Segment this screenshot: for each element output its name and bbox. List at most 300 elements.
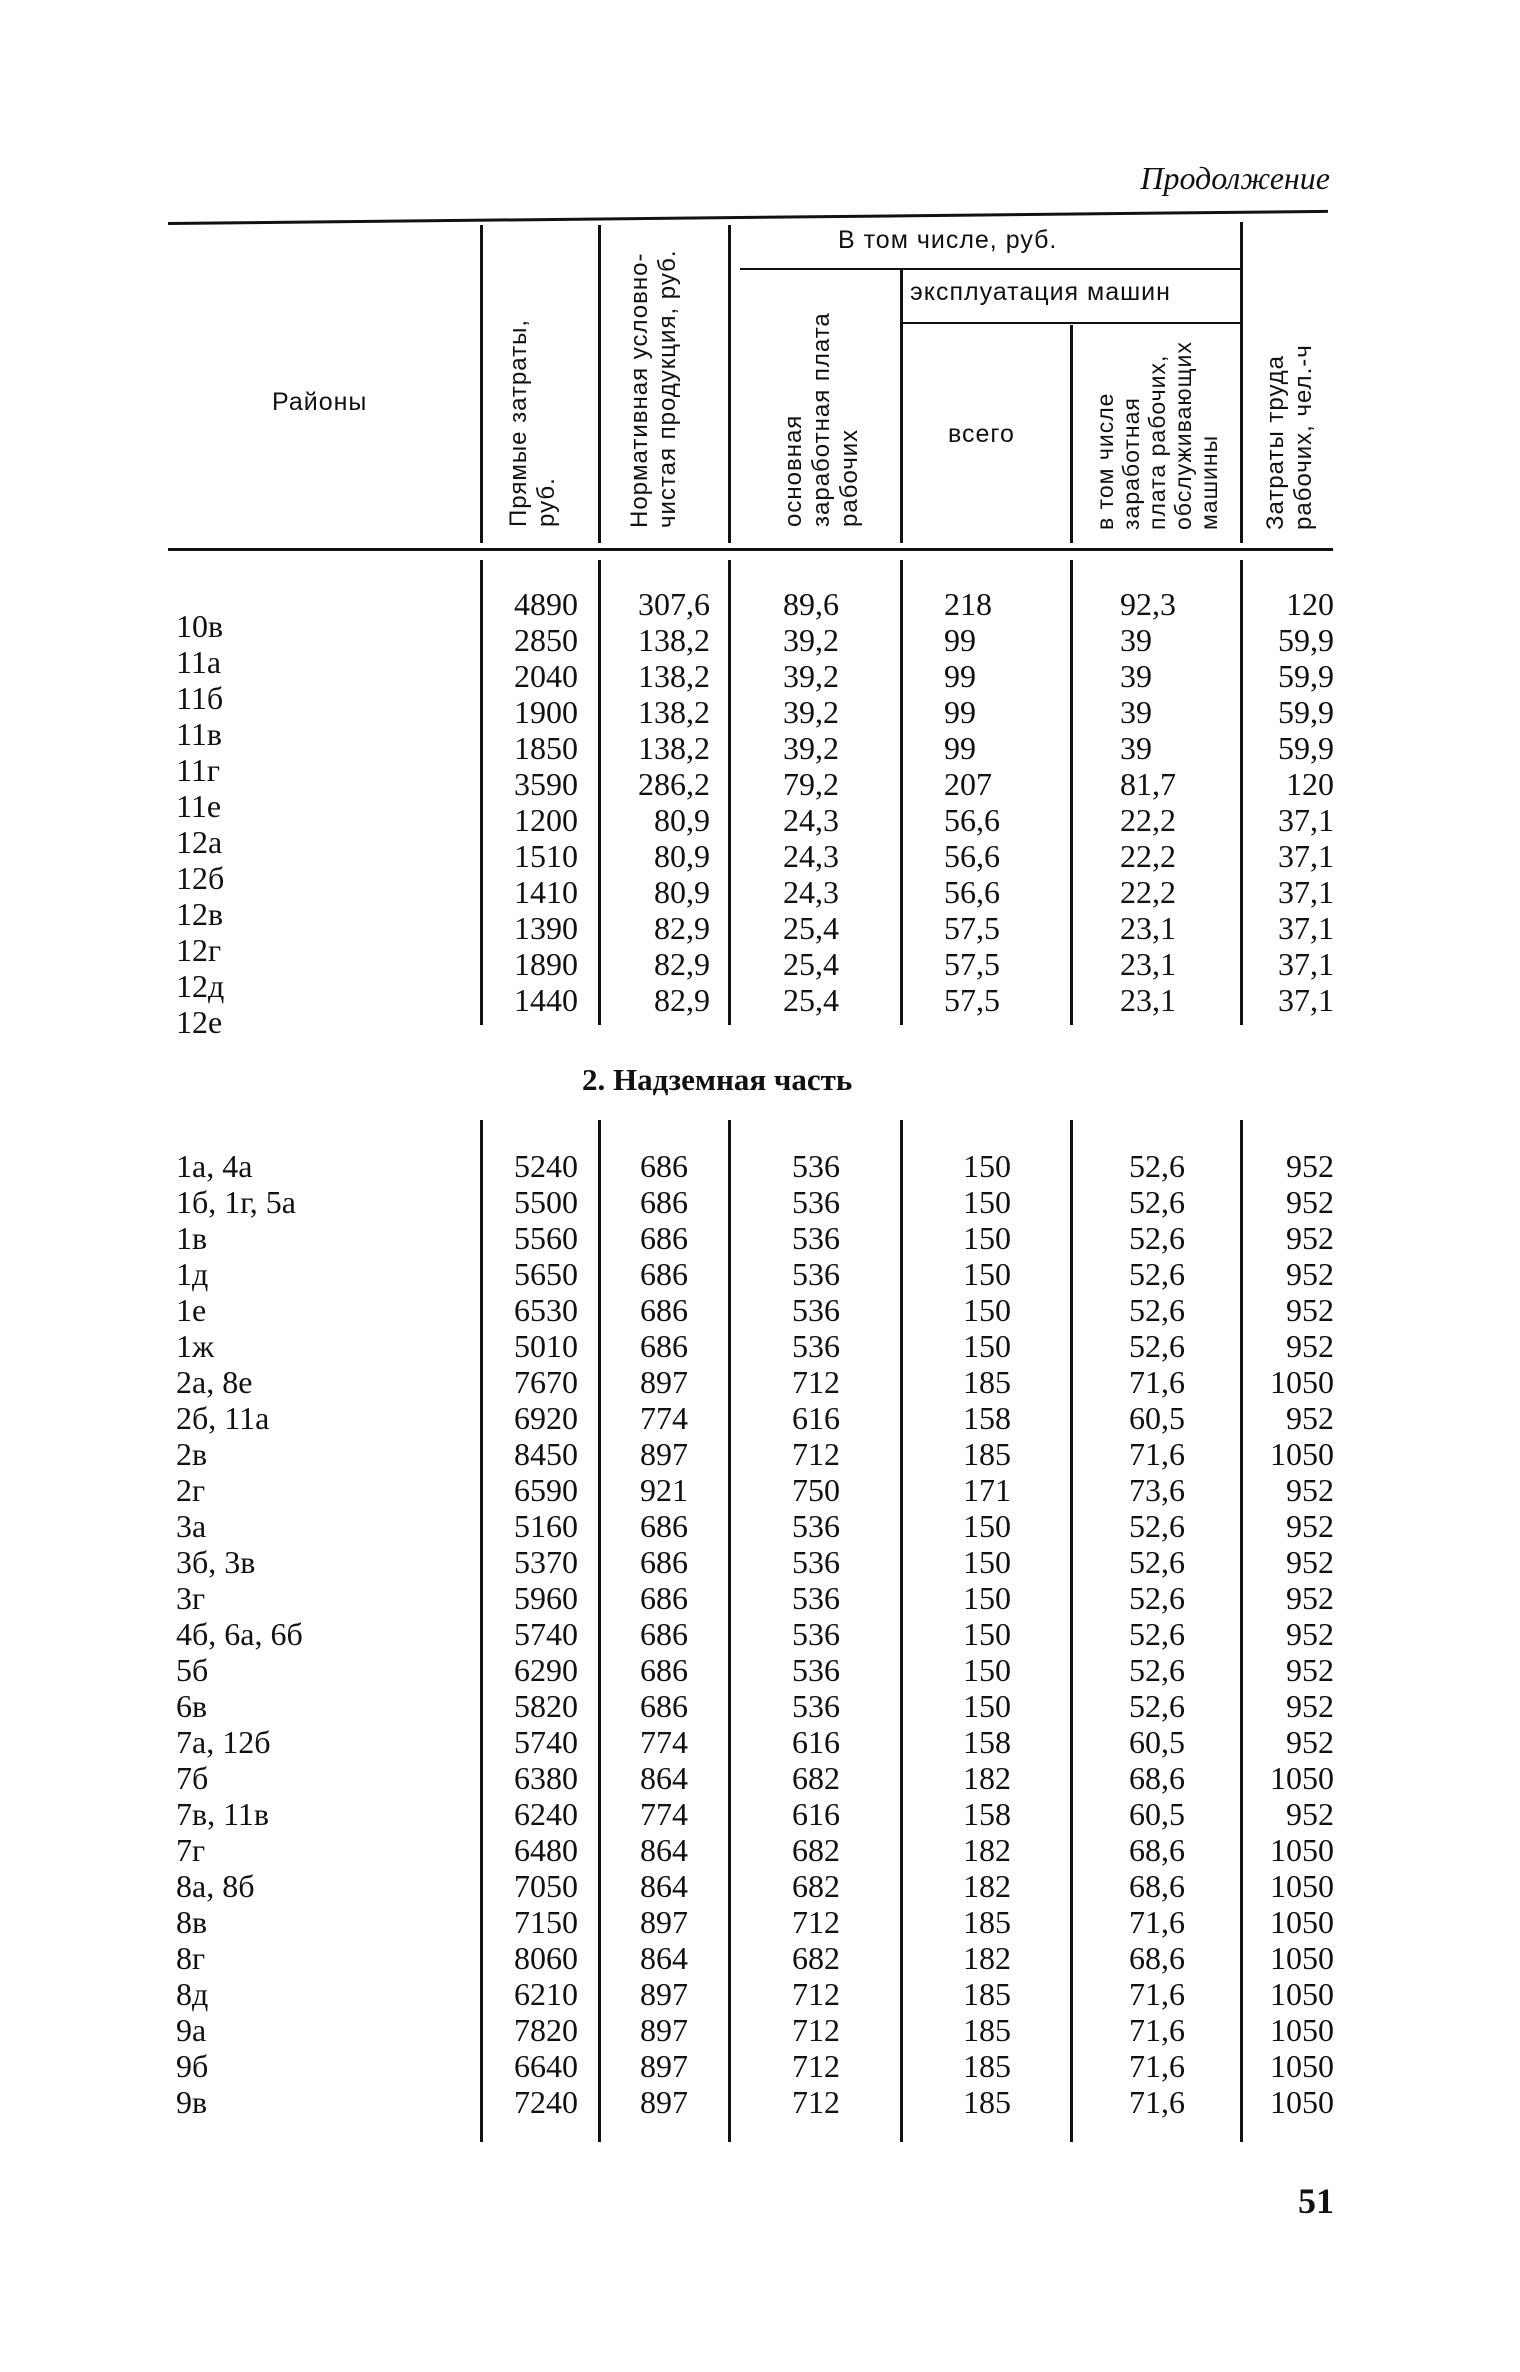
table2-districts-cell: 3а	[176, 1508, 207, 1544]
t2-direct-column	[486, 1148, 578, 2120]
table2-wage-cell: 536	[792, 1652, 840, 1688]
table1-incl_wage-cell: 39	[1120, 730, 1152, 766]
table1-total-cell: 57,5	[944, 946, 1000, 982]
table2-normative-cell: 864	[640, 1868, 688, 1904]
table2-districts-cell: 3б, 3в	[176, 1544, 256, 1580]
table2-total-cell: 150	[963, 1580, 1011, 1616]
table2-total-cell: 150	[963, 1652, 1011, 1688]
table1-direct-cell: 2040	[514, 658, 578, 694]
table2-wage-cell: 616	[792, 1724, 840, 1760]
t2-labor-column	[1246, 1148, 1334, 2120]
incl-subrule	[740, 268, 1240, 270]
table2-incl_wage-cell: 52,6	[1129, 1292, 1185, 1328]
table2-incl_wage-cell: 52,6	[1129, 1148, 1185, 1184]
table2-incl_wage-cell: 52,6	[1129, 1544, 1185, 1580]
table2-labor-cell: 1050	[1270, 2012, 1334, 2048]
table2-normative-cell: 686	[640, 1652, 688, 1688]
col-header-expl: эксплуатация машин	[910, 278, 1171, 306]
continuation-label: Продолжение	[1140, 160, 1330, 196]
table2-districts-cell: 1а, 4а	[176, 1148, 253, 1184]
table2-districts-cell: 1е	[176, 1292, 207, 1328]
table2-direct-cell: 6290	[514, 1652, 578, 1688]
table2-labor-cell: 952	[1286, 1148, 1334, 1184]
table2-wage-cell: 750	[792, 1472, 840, 1508]
table2-wage-cell: 536	[792, 1256, 840, 1292]
table1-labor-cell: 59,9	[1278, 694, 1334, 730]
table2-direct-cell: 8450	[514, 1436, 578, 1472]
t2-vline-3	[728, 1120, 731, 2142]
table2-districts-cell: 4б, 6а, 6б	[176, 1616, 303, 1652]
t1-vline-4	[900, 560, 903, 1025]
table2-incl_wage-cell: 52,6	[1129, 1616, 1185, 1652]
table2-districts-cell: 2г	[176, 1472, 206, 1508]
table1-direct-cell: 1850	[514, 730, 578, 766]
table1-districts-cell: 11е	[176, 788, 222, 824]
table1-normative-cell: 80,9	[654, 874, 710, 910]
table1-incl_wage-cell: 22,2	[1120, 874, 1176, 910]
table2-direct-cell: 5650	[514, 1256, 578, 1292]
table2-labor-cell: 952	[1286, 1328, 1334, 1364]
table2-normative-cell: 897	[640, 2048, 688, 2084]
table2-normative-cell: 864	[640, 1832, 688, 1868]
table1-direct-cell: 1440	[514, 982, 578, 1018]
table2-incl_wage-cell: 60,5	[1129, 1796, 1185, 1832]
table2-total-cell: 150	[963, 1256, 1011, 1292]
table2-normative-cell: 897	[640, 1904, 688, 1940]
table2-districts-cell: 1д	[176, 1256, 209, 1292]
table1-labor-cell: 37,1	[1278, 802, 1334, 838]
col-header-direct: Прямые затраты, руб.	[505, 319, 560, 527]
table2-direct-cell: 8060	[514, 1940, 578, 1976]
table2-incl_wage-cell: 71,6	[1129, 2048, 1185, 2084]
table2-labor-cell: 1050	[1270, 2048, 1334, 2084]
table2-total-cell: 182	[963, 1868, 1011, 1904]
table1-total-cell: 57,5	[944, 910, 1000, 946]
table2-labor-cell: 1050	[1270, 1976, 1334, 2012]
table2-incl_wage-cell: 68,6	[1129, 1940, 1185, 1976]
table1-labor-cell: 120	[1286, 586, 1334, 622]
table2-incl_wage-cell: 52,6	[1129, 1652, 1185, 1688]
table2-wage-cell: 682	[792, 1832, 840, 1868]
table1-districts-cell: 12а	[176, 824, 223, 860]
table2-direct-cell: 6590	[514, 1472, 578, 1508]
table1-districts-cell: 12б	[176, 860, 225, 896]
table2-districts-cell: 5б	[176, 1652, 209, 1688]
page-number: 51	[1298, 2181, 1334, 2221]
table2-total-cell: 185	[963, 2084, 1011, 2120]
table1-direct-cell: 1390	[514, 910, 578, 946]
table2-direct-cell: 5820	[514, 1688, 578, 1724]
table2-normative-cell: 686	[640, 1292, 688, 1328]
table1-normative-cell: 138,2	[638, 622, 710, 658]
t1-districts-column	[176, 608, 466, 1040]
table2-wage-cell: 536	[792, 1580, 840, 1616]
table1-wage-cell: 39,2	[783, 658, 839, 694]
t2-vline-6	[1240, 1120, 1243, 2142]
section-title: 2. Надземная часть	[582, 1062, 853, 1097]
table2-direct-cell: 6480	[514, 1832, 578, 1868]
table1-incl_wage-cell: 92,3	[1120, 586, 1176, 622]
table2-labor-cell: 952	[1286, 1220, 1334, 1256]
table2-districts-cell: 6в	[176, 1688, 208, 1724]
table2-direct-cell: 7150	[514, 1904, 578, 1940]
table1-incl_wage-cell: 23,1	[1120, 910, 1176, 946]
table2-wage-cell: 536	[792, 1544, 840, 1580]
table1-wage-cell: 25,4	[783, 946, 839, 982]
table2-incl_wage-cell: 71,6	[1129, 2012, 1185, 2048]
table2-total-cell: 182	[963, 1940, 1011, 1976]
table1-total-cell: 56,6	[944, 838, 1000, 874]
table1-total-cell: 99	[944, 622, 976, 658]
table2-incl_wage-cell: 71,6	[1129, 1976, 1185, 2012]
table2-labor-cell: 952	[1286, 1724, 1334, 1760]
t1-normative-column	[606, 586, 710, 1018]
table1-incl_wage-cell: 22,2	[1120, 838, 1176, 874]
header-top-rule	[168, 210, 1328, 225]
table2-direct-cell: 6640	[514, 2048, 578, 2084]
table1-incl_wage-cell: 39	[1120, 622, 1152, 658]
table2-incl_wage-cell: 52,6	[1129, 1184, 1185, 1220]
table2-districts-cell: 8в	[176, 1904, 208, 1940]
table2-labor-cell: 1050	[1270, 1760, 1334, 1796]
table1-labor-cell: 37,1	[1278, 838, 1334, 874]
t1-vline-6	[1240, 560, 1243, 1025]
table1-normative-cell: 82,9	[654, 946, 710, 982]
table1-normative-cell: 286,2	[638, 766, 710, 802]
table1-direct-cell: 1890	[514, 946, 578, 982]
table2-normative-cell: 774	[640, 1796, 688, 1832]
table2-labor-cell: 952	[1286, 1580, 1334, 1616]
table1-wage-cell: 25,4	[783, 910, 839, 946]
table2-labor-cell: 952	[1286, 1544, 1334, 1580]
table2-incl_wage-cell: 68,6	[1129, 1868, 1185, 1904]
table1-labor-cell: 59,9	[1278, 730, 1334, 766]
table1-wage-cell: 24,3	[783, 874, 839, 910]
table2-labor-cell: 952	[1286, 1796, 1334, 1832]
table2-direct-cell: 6920	[514, 1400, 578, 1436]
table1-direct-cell: 2850	[514, 622, 578, 658]
table2-wage-cell: 682	[792, 1868, 840, 1904]
table2-districts-cell: 9в	[176, 2084, 208, 2120]
table2-labor-cell: 1050	[1270, 2084, 1334, 2120]
table2-wage-cell: 712	[792, 1364, 840, 1400]
header-vline-3	[728, 225, 731, 543]
table2-total-cell: 182	[963, 1832, 1011, 1868]
table1-direct-cell: 4890	[514, 586, 578, 622]
table2-labor-cell: 1050	[1270, 1940, 1334, 1976]
table2-wage-cell: 536	[792, 1688, 840, 1724]
table1-wage-cell: 24,3	[783, 838, 839, 874]
t1-total-column	[944, 586, 1064, 1018]
table1-districts-cell: 11б	[176, 680, 224, 716]
table2-total-cell: 150	[963, 1508, 1011, 1544]
table2-wage-cell: 712	[792, 2048, 840, 2084]
table2-labor-cell: 952	[1286, 1184, 1334, 1220]
table2-normative-cell: 897	[640, 1976, 688, 2012]
table2-wage-cell: 712	[792, 2084, 840, 2120]
table2-districts-cell: 8г	[176, 1940, 206, 1976]
table2-districts-cell: 7в, 11в	[176, 1796, 270, 1832]
table2-districts-cell: 3г	[176, 1580, 206, 1616]
table1-wage-cell: 39,2	[783, 730, 839, 766]
table1-direct-cell: 1410	[514, 874, 578, 910]
table2-districts-cell: 7а, 12б	[176, 1724, 271, 1760]
table2-direct-cell: 5370	[514, 1544, 578, 1580]
t1-vline-5	[1070, 560, 1073, 1025]
table2-incl_wage-cell: 52,6	[1129, 1256, 1185, 1292]
table1-wage-cell: 24,3	[783, 802, 839, 838]
table1-normative-cell: 82,9	[654, 910, 710, 946]
table1-incl_wage-cell: 39	[1120, 694, 1152, 730]
table2-normative-cell: 897	[640, 2012, 688, 2048]
table2-labor-cell: 1050	[1270, 1436, 1334, 1472]
table1-labor-cell: 120	[1286, 766, 1334, 802]
table2-normative-cell: 897	[640, 1364, 688, 1400]
table2-districts-cell: 7г	[176, 1832, 206, 1868]
table2-direct-cell: 5500	[514, 1184, 578, 1220]
table1-incl_wage-cell: 22,2	[1120, 802, 1176, 838]
t1-wage-column	[736, 586, 886, 1018]
table2-total-cell: 150	[963, 1220, 1011, 1256]
table2-wage-cell: 536	[792, 1148, 840, 1184]
table2-districts-cell: 1б, 1г, 5а	[176, 1184, 296, 1220]
t2-vline-5	[1070, 1120, 1073, 2142]
table2-incl_wage-cell: 52,6	[1129, 1580, 1185, 1616]
table1-labor-cell: 37,1	[1278, 874, 1334, 910]
table1-wage-cell: 39,2	[783, 694, 839, 730]
table2-wage-cell: 682	[792, 1760, 840, 1796]
table2-normative-cell: 774	[640, 1724, 688, 1760]
table1-normative-cell: 138,2	[638, 730, 710, 766]
col-header-labor: Затраты труда рабочих, чел.-ч	[1262, 344, 1317, 530]
table2-incl_wage-cell: 52,6	[1129, 1688, 1185, 1724]
table2-direct-cell: 7240	[514, 2084, 578, 2120]
table2-districts-cell: 9б	[176, 2048, 209, 2084]
table2-incl_wage-cell: 71,6	[1129, 1904, 1185, 1940]
table2-wage-cell: 536	[792, 1508, 840, 1544]
table2-normative-cell: 864	[640, 1940, 688, 1976]
table2-labor-cell: 1050	[1270, 1364, 1334, 1400]
table1-wage-cell: 89,6	[783, 586, 839, 622]
table1-districts-cell: 12г	[176, 932, 222, 968]
col-header-incl: В том числе, руб.	[838, 226, 1058, 254]
t2-total-column	[908, 1148, 1066, 2120]
table1-wage-cell: 79,2	[783, 766, 839, 802]
table1-incl_wage-cell: 23,1	[1120, 982, 1176, 1018]
table2-wage-cell: 536	[792, 1328, 840, 1364]
table2-districts-cell: 7б	[176, 1760, 209, 1796]
table2-wage-cell: 536	[792, 1184, 840, 1220]
table1-total-cell: 56,6	[944, 802, 1000, 838]
table1-total-cell: 99	[944, 694, 976, 730]
table2-total-cell: 150	[963, 1292, 1011, 1328]
table1-districts-cell: 11в	[176, 716, 222, 752]
table2-labor-cell: 952	[1286, 1688, 1334, 1724]
table2-labor-cell: 952	[1286, 1508, 1334, 1544]
table2-incl_wage-cell: 60,5	[1129, 1400, 1185, 1436]
table2-labor-cell: 952	[1286, 1616, 1334, 1652]
table2-normative-cell: 686	[640, 1184, 688, 1220]
table2-normative-cell: 686	[640, 1544, 688, 1580]
table1-districts-cell: 12д	[176, 968, 225, 1004]
table1-normative-cell: 138,2	[638, 658, 710, 694]
table2-normative-cell: 897	[640, 2084, 688, 2120]
table2-normative-cell: 864	[640, 1760, 688, 1796]
t1-incl-wage-column	[1120, 586, 1230, 1018]
table2-wage-cell: 712	[792, 1976, 840, 2012]
table2-direct-cell: 5010	[514, 1328, 578, 1364]
table2-incl_wage-cell: 73,6	[1129, 1472, 1185, 1508]
table1-direct-cell: 1200	[514, 802, 578, 838]
t1-vline-2	[598, 560, 601, 1025]
table2-normative-cell: 686	[640, 1508, 688, 1544]
table2-labor-cell: 1050	[1270, 1832, 1334, 1868]
table1-total-cell: 207	[944, 766, 992, 802]
table2-incl_wage-cell: 68,6	[1129, 1832, 1185, 1868]
table2-normative-cell: 686	[640, 1688, 688, 1724]
table1-labor-cell: 37,1	[1278, 946, 1334, 982]
col-header-wage: основная заработная плата рабочих	[780, 312, 863, 527]
table2-total-cell: 185	[963, 2048, 1011, 2084]
table2-total-cell: 150	[963, 1688, 1011, 1724]
table2-districts-cell: 1в	[176, 1220, 208, 1256]
table2-wage-cell: 712	[792, 1904, 840, 1940]
col-header-normative: Нормативная условно-чистая продукция, руб.	[626, 249, 681, 528]
table2-wage-cell: 682	[792, 1940, 840, 1976]
table2-total-cell: 150	[963, 1544, 1011, 1580]
table2-direct-cell: 5740	[514, 1724, 578, 1760]
table2-total-cell: 185	[963, 2012, 1011, 2048]
header-vline-1	[480, 225, 483, 543]
table2-labor-cell: 952	[1286, 1400, 1334, 1436]
table2-total-cell: 185	[963, 1976, 1011, 2012]
table2-total-cell: 158	[963, 1400, 1011, 1436]
table2-normative-cell: 774	[640, 1400, 688, 1436]
t2-districts-column	[176, 1148, 476, 2120]
t2-vline-1	[480, 1120, 483, 2142]
table1-labor-cell: 37,1	[1278, 982, 1334, 1018]
table1-total-cell: 56,6	[944, 874, 1000, 910]
table2-total-cell: 171	[963, 1472, 1011, 1508]
table1-total-cell: 99	[944, 730, 976, 766]
table2-labor-cell: 1050	[1270, 1904, 1334, 1940]
table2-incl_wage-cell: 71,6	[1129, 1364, 1185, 1400]
table1-wage-cell: 25,4	[783, 982, 839, 1018]
table2-direct-cell: 6210	[514, 1976, 578, 2012]
table2-normative-cell: 921	[640, 1472, 688, 1508]
table2-incl_wage-cell: 60,5	[1129, 1724, 1185, 1760]
table1-direct-cell: 3590	[514, 766, 578, 802]
table2-incl_wage-cell: 68,6	[1129, 1760, 1185, 1796]
table2-total-cell: 185	[963, 1364, 1011, 1400]
table2-direct-cell: 6240	[514, 1796, 578, 1832]
table1-normative-cell: 307,6	[638, 586, 710, 622]
table2-districts-cell: 8а, 8б	[176, 1868, 255, 1904]
table2-labor-cell: 952	[1286, 1652, 1334, 1688]
table2-direct-cell: 5560	[514, 1220, 578, 1256]
table2-districts-cell: 1ж	[176, 1328, 215, 1364]
table2-direct-cell: 7050	[514, 1868, 578, 1904]
table2-incl_wage-cell: 52,6	[1129, 1328, 1185, 1364]
table2-total-cell: 182	[963, 1760, 1011, 1796]
table2-total-cell: 150	[963, 1328, 1011, 1364]
table2-incl_wage-cell: 71,6	[1129, 1436, 1185, 1472]
table2-wage-cell: 616	[792, 1400, 840, 1436]
table2-wage-cell: 536	[792, 1616, 840, 1652]
table2-labor-cell: 952	[1286, 1292, 1334, 1328]
table1-normative-cell: 82,9	[654, 982, 710, 1018]
t2-wage-column	[736, 1148, 896, 2120]
table1-total-cell: 57,5	[944, 982, 1000, 1018]
table2-districts-cell: 8д	[176, 1976, 209, 2012]
col-header-rayony: Районы	[272, 388, 368, 416]
table2-wage-cell: 536	[792, 1292, 840, 1328]
table1-direct-cell: 1510	[514, 838, 578, 874]
table2-labor-cell: 952	[1286, 1472, 1334, 1508]
table2-direct-cell: 7820	[514, 2012, 578, 2048]
table1-normative-cell: 138,2	[638, 694, 710, 730]
table2-direct-cell: 5160	[514, 1508, 578, 1544]
table2-total-cell: 185	[963, 1904, 1011, 1940]
table2-normative-cell: 686	[640, 1148, 688, 1184]
table1-normative-cell: 80,9	[654, 802, 710, 838]
t2-vline-2	[598, 1120, 601, 2142]
table1-incl_wage-cell: 81,7	[1120, 766, 1176, 802]
table2-direct-cell: 5240	[514, 1148, 578, 1184]
expl-subrule	[902, 322, 1240, 324]
table2-total-cell: 185	[963, 1436, 1011, 1472]
col-header-total: всего	[948, 420, 1015, 448]
table1-labor-cell: 37,1	[1278, 910, 1334, 946]
table2-districts-cell: 2а, 8е	[176, 1364, 253, 1400]
table2-normative-cell: 686	[640, 1328, 688, 1364]
table2-total-cell: 150	[963, 1148, 1011, 1184]
table1-labor-cell: 59,9	[1278, 622, 1334, 658]
table1-districts-cell: 10в	[176, 608, 224, 644]
table2-incl_wage-cell: 52,6	[1129, 1220, 1185, 1256]
t2-incl-wage-column	[1078, 1148, 1236, 2120]
table1-districts-cell: 11г	[176, 752, 220, 788]
t2-vline-4	[900, 1120, 903, 2142]
table1-districts-cell: 12в	[176, 896, 224, 932]
table2-normative-cell: 686	[640, 1580, 688, 1616]
table2-normative-cell: 686	[640, 1256, 688, 1292]
header-vline-6	[1240, 222, 1243, 543]
table2-total-cell: 150	[963, 1184, 1011, 1220]
table2-normative-cell: 686	[640, 1220, 688, 1256]
table2-direct-cell: 5960	[514, 1580, 578, 1616]
table2-normative-cell: 686	[640, 1616, 688, 1652]
table2-total-cell: 158	[963, 1724, 1011, 1760]
header-vline-5	[1070, 325, 1073, 543]
table2-incl_wage-cell: 52,6	[1129, 1508, 1185, 1544]
table2-districts-cell: 9а	[176, 2012, 207, 2048]
table2-total-cell: 158	[963, 1796, 1011, 1832]
table1-wage-cell: 39,2	[783, 622, 839, 658]
table2-labor-cell: 952	[1286, 1256, 1334, 1292]
table1-total-cell: 99	[944, 658, 976, 694]
table2-districts-cell: 2в	[176, 1436, 208, 1472]
table2-labor-cell: 1050	[1270, 1868, 1334, 1904]
table2-wage-cell: 712	[792, 2012, 840, 2048]
table1-districts-cell: 11а	[176, 644, 222, 680]
table2-normative-cell: 897	[640, 1436, 688, 1472]
table2-districts-cell: 2б, 11а	[176, 1400, 270, 1436]
header-bottom-rule	[168, 548, 1333, 551]
table2-incl_wage-cell: 71,6	[1129, 2084, 1185, 2120]
table2-wage-cell: 712	[792, 1436, 840, 1472]
table2-wage-cell: 536	[792, 1220, 840, 1256]
